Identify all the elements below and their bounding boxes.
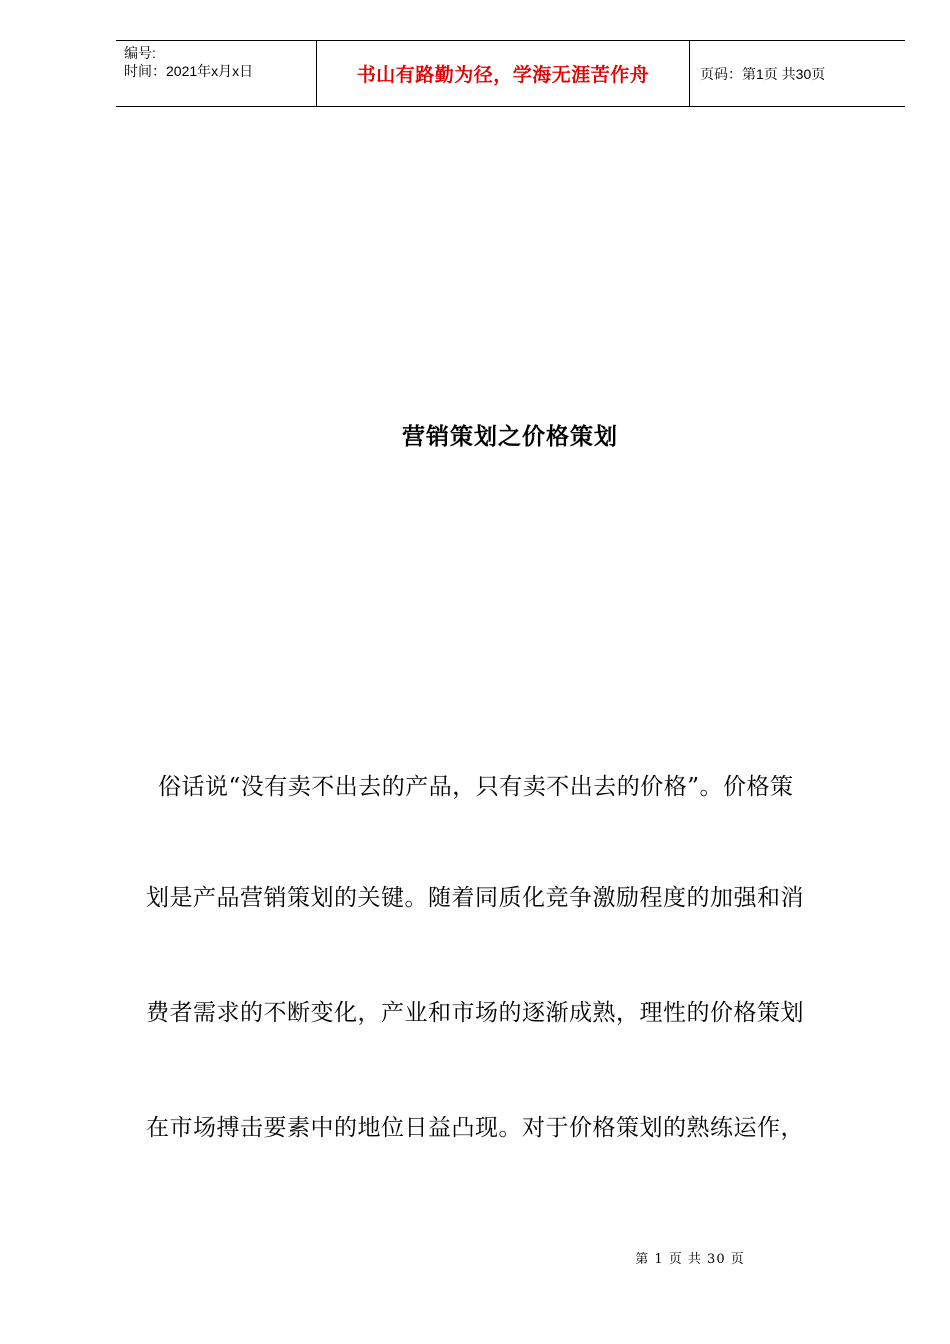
page-footer: 第 1 页 共 30 页 xyxy=(635,1252,745,1267)
header-page-info: 页码：第1页 共30页 xyxy=(700,65,826,82)
header-motto: 书山有路勤为径，学海无涯苦作舟 xyxy=(356,64,650,86)
document-code-label: 编号: xyxy=(124,45,156,61)
document-date-label: 时间：2021年x月x日 xyxy=(124,63,254,79)
page-header xyxy=(116,40,905,107)
header-meta-cell xyxy=(116,41,316,106)
body-line-2: 划是产品营销策划的关键。随着同质化竞争激励程度的加强和消 xyxy=(146,885,804,911)
document-title: 营销策划之价格策划 xyxy=(402,423,618,450)
header-motto-cell xyxy=(316,41,690,106)
body-line-3: 费者需求的不断变化，产业和市场的逐渐成熟，理性的价格策划 xyxy=(146,1000,804,1026)
body-line-4: 在市场搏击要素中的地位日益凸现。对于价格策划的熟练运作， xyxy=(146,1115,804,1141)
body-line-1: 俗话说“没有卖不出去的产品，只有卖不出去的价格”。价格策 xyxy=(158,774,794,800)
header-page-cell xyxy=(690,41,905,106)
